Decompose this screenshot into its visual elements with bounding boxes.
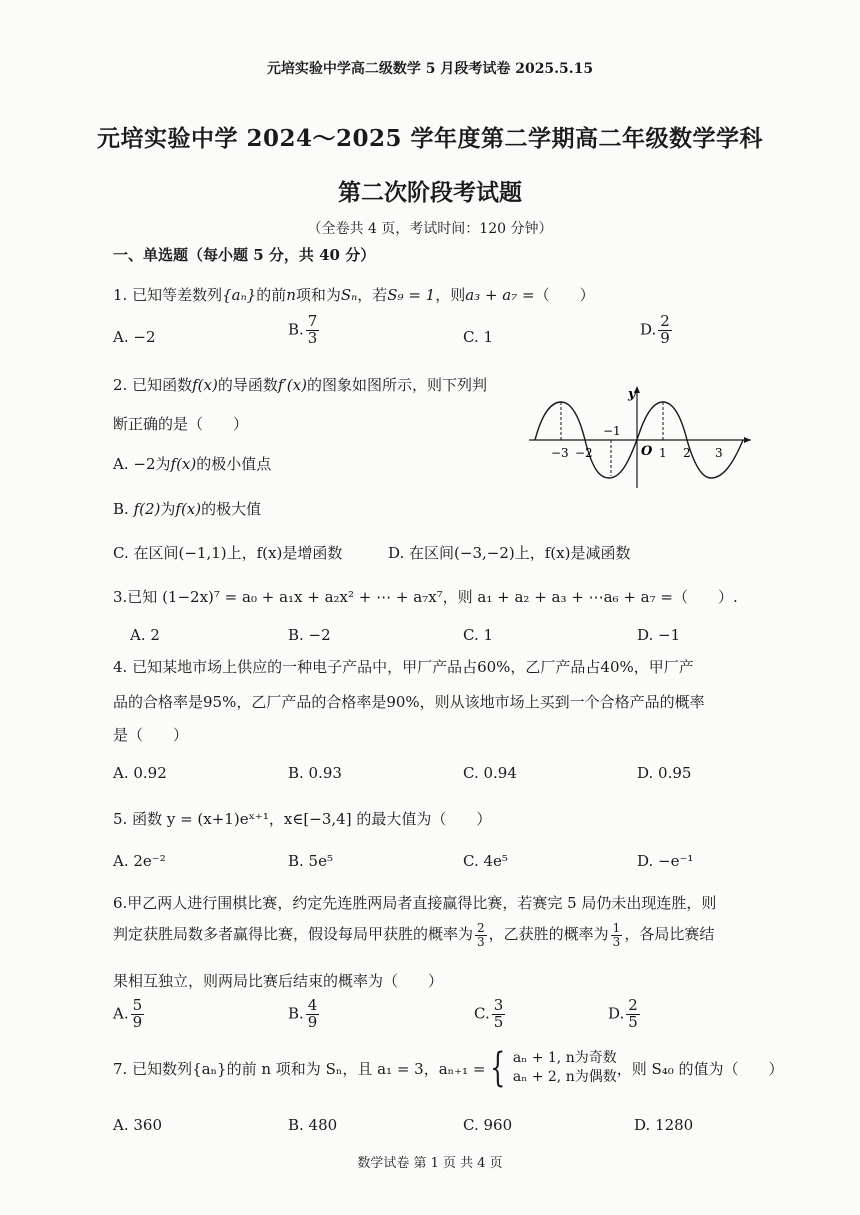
q3-option-b: B. −2	[288, 626, 331, 644]
exam-title-line2: 第二次阶段考试题	[338, 179, 522, 206]
q6-option-c: C. $\frac{3}{5}$	[474, 996, 504, 1031]
page-footer: 数学试卷 第 1 页 共 4 页	[357, 1156, 503, 1171]
question-5-stem: 5. 函数 y = (x+1)eˣ⁺¹，x∈[−3,4] 的最大值为（ ）	[113, 810, 492, 828]
q7-option-d: D. 1280	[634, 1116, 694, 1134]
q3-option-c: C. 1	[463, 626, 494, 644]
q3-option-a: A. 2	[130, 626, 160, 644]
q7-option-a: A. 360	[113, 1116, 162, 1134]
question-3-stem: 3.已知 (1−2x)⁷ = a₀ + a₁x + a₂x² + ⋯ + a₇x⁷，则 a₁ + a₂ + a₃ + ⋯a₆ + a₇ =（ ）.	[113, 588, 738, 606]
q1-option-b: B. $\frac{7}{3}$	[288, 312, 318, 347]
x-axis-arrow	[744, 437, 751, 443]
tick-2: 2	[683, 446, 691, 460]
question-4-line3: 是（ ）	[113, 726, 189, 744]
tick-minus2: −2	[575, 446, 593, 460]
question-2-line1: 2. 已知函数f(x)的导函数f′(x)的图象如图所示，则下列判	[113, 376, 487, 394]
question-2-line2: 断正确的是（ ）	[113, 415, 249, 433]
q2-option-d: D. 在区间(−3,−2)上，f(x)是减函数	[388, 544, 631, 562]
q4-option-c: C. 0.94	[463, 764, 517, 782]
question-6-line1: 6.甲乙两人进行围棋比赛，约定先连胜两局者直接赢得比赛，若赛完 5 局仍未出现连胜，则	[113, 894, 717, 912]
q5-option-b: B. 5e⁵	[288, 852, 333, 870]
question-7-stem: 7. 已知数列{aₙ}的前 n 项和为 Sₙ，且 a₁ = 3，aₙ₊₁ = { aₙ + 1, n为奇数 aₙ + 2, n为偶数 ，则 S₄₀ 的值为（ ）	[113, 1045, 784, 1091]
question-6-line2: 判定获胜局数多者赢得比赛，假设每局甲获胜的概率为 $\frac{2}{3}$ ，乙获胜的概率为 $\frac{1}{3}$ ，各局比赛结	[113, 921, 715, 949]
q5-option-c: C. 4e⁵	[463, 852, 508, 870]
page-header: 元培实验中学高二级数学 5 月段考试卷 2025.5.15	[266, 61, 594, 77]
q2-option-b: B. f(2)为f(x)的极大值	[113, 500, 262, 518]
tick-3: 3	[715, 446, 723, 460]
derivative-graph	[525, 380, 755, 495]
q4-option-a: A. 0.92	[113, 764, 167, 782]
q6-option-a: A. $\frac{5}{9}$	[113, 996, 143, 1031]
q3-option-d: D. −1	[637, 626, 681, 644]
tick-1: 1	[659, 446, 667, 460]
q2-option-c: C. 在区间(−1,1)上，f(x)是增函数	[113, 544, 343, 562]
q5-option-d: D. −e⁻¹	[637, 852, 694, 870]
tick-minus3: −3	[551, 446, 569, 460]
q7-option-b: B. 480	[288, 1116, 338, 1134]
exam-info: （全卷共 4 页，考试时间：120 分钟）	[307, 221, 553, 237]
exam-title-line1: 元培实验中学 2024～2025 学年度第二学期高二年级数学学科	[96, 125, 764, 152]
y-axis-label: y	[628, 387, 636, 402]
q2-option-a: A. −2为f(x)的极小值点	[113, 455, 272, 473]
q1-option-a: A. −2	[113, 328, 156, 346]
question-6-line3: 果相互独立，则两局比赛后结束的概率为（ ）	[113, 972, 444, 990]
q6-option-d: D. $\frac{2}{5}$	[608, 996, 638, 1031]
q7-option-c: C. 960	[463, 1116, 513, 1134]
q1-option-d: D. $\frac{2}{9}$	[640, 312, 670, 347]
piecewise-brace: { aₙ + 1, n为奇数 aₙ + 2, n为偶数	[490, 1045, 617, 1091]
question-1-stem: 1. 已知等差数列{aₙ}的前n项和为Sₙ，若S₉ = 1，则a₃ + a₇ =（ ）	[113, 286, 595, 304]
tick-minus1: −1	[603, 424, 621, 438]
q1-option-c: C. 1	[463, 328, 494, 346]
q6-option-b: B. $\frac{4}{9}$	[288, 996, 318, 1031]
question-4-line2: 品的合格率是95%，乙厂产品的合格率是90%，则从该地市场上买到一个合格产品的概率	[113, 693, 705, 711]
question-4-line1: 4. 已知某地市场上供应的一种电子产品中，甲厂产品占60%，乙厂产品占40%，甲厂产	[113, 658, 694, 676]
q5-option-a: A. 2e⁻²	[113, 852, 166, 870]
section-heading: 一、单选题（每小题 5 分，共 40 分）	[113, 246, 376, 264]
q4-option-b: B. 0.93	[288, 764, 342, 782]
origin-label: O	[641, 444, 653, 459]
q4-option-d: D. 0.95	[637, 764, 692, 782]
